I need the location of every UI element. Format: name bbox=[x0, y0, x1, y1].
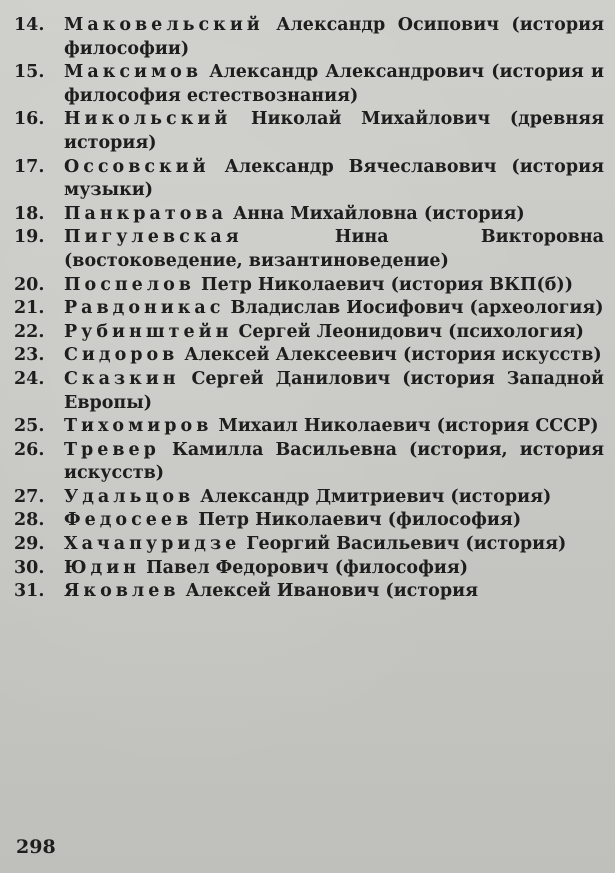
entry-surname: Яковлев bbox=[64, 581, 180, 602]
entry-text bbox=[64, 344, 604, 368]
entry-surname: Маковельский bbox=[64, 15, 264, 35]
entry-text bbox=[64, 274, 604, 298]
entry-text bbox=[64, 108, 604, 155]
entry-surname: Максимов bbox=[64, 62, 203, 83]
entry-number: 24. bbox=[14, 368, 45, 389]
entry-number: 16. bbox=[14, 109, 45, 130]
entry-number: 21. bbox=[14, 298, 45, 319]
list-item bbox=[14, 344, 604, 368]
entry-text bbox=[64, 486, 604, 510]
list-item bbox=[14, 509, 604, 533]
entry-details: Камилла Васильевна (история, история искусств) bbox=[64, 439, 604, 484]
entry-text bbox=[64, 226, 604, 273]
entry-number: 17. bbox=[14, 156, 45, 177]
list-item bbox=[14, 274, 604, 298]
entry-details: Алексей Алексеевич (история искусств) bbox=[178, 345, 602, 366]
entry-surname: Федосеев bbox=[64, 510, 193, 531]
entry-number: 27. bbox=[14, 486, 45, 507]
entry-details: Петр Николаевич (история ВКП(б)) bbox=[194, 274, 573, 295]
entry-number: 22. bbox=[14, 321, 45, 342]
entry-details: Владислав Иосифович (археология) bbox=[224, 298, 604, 319]
entry-text bbox=[64, 533, 604, 557]
entry-text bbox=[64, 557, 604, 581]
entry-text bbox=[64, 580, 604, 604]
entry-text bbox=[64, 61, 604, 108]
page-number: 298 bbox=[16, 836, 56, 858]
list-item bbox=[14, 321, 604, 345]
entry-text bbox=[64, 415, 604, 439]
entry-text bbox=[64, 14, 604, 61]
list-item bbox=[14, 580, 604, 604]
member-list bbox=[14, 14, 604, 604]
entry-details: Александр Александрович (история и философия естествознания) bbox=[64, 62, 604, 106]
list-item bbox=[14, 226, 604, 273]
entry-details: Сергей Леонидович (психология) bbox=[232, 321, 584, 342]
entry-details: Нина Викторовна (востоковедение, византиноведение) bbox=[64, 227, 604, 271]
entry-details: Михаил Николаевич (история СССР) bbox=[212, 416, 599, 437]
entry-number: 20. bbox=[14, 274, 45, 295]
list-item bbox=[14, 297, 604, 321]
entry-text bbox=[64, 439, 604, 486]
entry-surname: Сказкин bbox=[64, 368, 180, 389]
list-item bbox=[14, 14, 604, 61]
entry-number: 28. bbox=[14, 510, 45, 531]
entry-number: 23. bbox=[14, 345, 45, 366]
entry-number: 19. bbox=[14, 227, 45, 248]
entry-number: 30. bbox=[14, 557, 45, 578]
entry-number: 26. bbox=[14, 439, 45, 460]
list-item bbox=[14, 203, 604, 227]
list-item bbox=[14, 368, 604, 415]
entry-text bbox=[64, 156, 604, 203]
entry-details: Павел Федорович (философия) bbox=[139, 557, 469, 578]
entry-text bbox=[64, 368, 604, 415]
entry-details: Александр Дмитриевич (история) bbox=[194, 486, 552, 507]
entry-number: 18. bbox=[14, 203, 45, 224]
entry-surname: Никольский bbox=[64, 109, 232, 130]
entry-details: Петр Николаевич (философия) bbox=[192, 510, 522, 531]
entry-surname: Пигулевская bbox=[64, 227, 243, 248]
entry-surname: Юдин bbox=[64, 557, 140, 578]
entry-surname: Удальцов bbox=[64, 486, 195, 507]
entry-number: 15. bbox=[14, 62, 45, 83]
entry-surname: Сидоров bbox=[64, 345, 179, 366]
entry-details: Сергей Данилович (история Западной Европы) bbox=[64, 368, 604, 413]
list-item bbox=[14, 415, 604, 439]
entry-details: Александр Вячеславович (история музыки) bbox=[64, 156, 604, 201]
list-item bbox=[14, 533, 604, 557]
entry-number: 14. bbox=[14, 15, 45, 35]
entry-surname: Рубинштейн bbox=[64, 321, 233, 342]
list-item bbox=[14, 557, 604, 581]
entry-details: Анна Михайловна (история) bbox=[226, 203, 525, 224]
entry-surname: Поспелов bbox=[64, 274, 195, 295]
entry-surname: Тихомиров bbox=[64, 416, 213, 437]
entry-surname: Панкратова bbox=[64, 203, 227, 224]
entry-surname: Тревер bbox=[64, 439, 160, 460]
entry-text bbox=[64, 321, 604, 345]
list-item bbox=[14, 486, 604, 510]
entry-details: Георгий Васильевич (история) bbox=[240, 534, 567, 555]
entry-text bbox=[64, 509, 604, 533]
entry-text bbox=[64, 203, 604, 227]
list-item bbox=[14, 108, 604, 155]
list-item bbox=[14, 439, 604, 486]
entry-number: 25. bbox=[14, 416, 45, 437]
entry-surname: Оссовский bbox=[64, 156, 210, 177]
entry-surname: Равдоникас bbox=[64, 298, 225, 319]
entry-number: 31. bbox=[14, 581, 45, 602]
entry-details: Николай Михайлович (древняя история) bbox=[64, 109, 604, 153]
entry-surname: Хачапуридзе bbox=[64, 534, 241, 555]
entry-details: Алексей Иванович (история bbox=[179, 581, 478, 602]
entry-details: Александр Осипович (история философии) bbox=[64, 15, 604, 59]
entry-text bbox=[64, 297, 604, 321]
list-item bbox=[14, 156, 604, 203]
list-item bbox=[14, 61, 604, 108]
entry-number: 29. bbox=[14, 534, 45, 555]
